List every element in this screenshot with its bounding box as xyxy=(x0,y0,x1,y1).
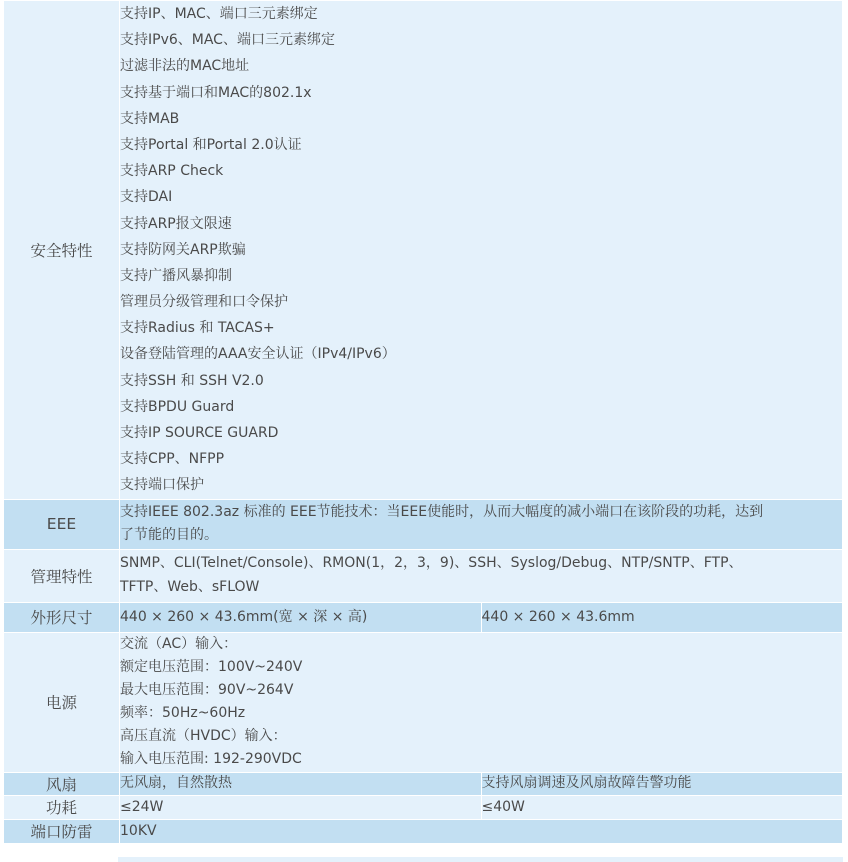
security-item: 支持防网关ARP欺骗 xyxy=(120,241,246,258)
power-line-3: 最大电压范围：90V~264V xyxy=(120,682,294,699)
eee-value xyxy=(120,499,843,549)
security-item: 支持端口保护 xyxy=(120,477,204,494)
consumption-value-a: ≤24W xyxy=(120,795,482,819)
power-value xyxy=(120,632,843,772)
security-item: 支持SSH 和 SSH V2.0 xyxy=(120,372,264,389)
row-management xyxy=(4,549,843,602)
row-label-surge: 端口防雷 xyxy=(4,819,120,843)
row-label-security: 安全特性 xyxy=(4,1,120,500)
eee-line-2: 了节能的目的。 xyxy=(120,527,218,544)
security-item: 支持ARP Check xyxy=(120,163,224,180)
row-consumption xyxy=(4,795,843,819)
power-line-6: 输入电压范围: 192-290VDC xyxy=(120,750,302,767)
security-list xyxy=(120,1,843,500)
row-dimensions xyxy=(4,602,843,632)
security-item: 支持IPv6、MAC、端口三元素绑定 xyxy=(120,32,335,49)
fan-value-a: 无风扇，自然散热 xyxy=(120,772,482,795)
row-fan xyxy=(4,772,843,795)
security-item: 支持IP SOURCE GUARD xyxy=(120,425,279,441)
security-item: 支持Radius 和 TACAS+ xyxy=(120,320,275,337)
power-line-1: 交流（AC）输入： xyxy=(120,636,238,653)
row-eee xyxy=(4,499,843,549)
row-label-power: 电源 xyxy=(4,632,120,772)
security-item: 设备登陆管理的AAA安全认证（IPv4/IPv6） xyxy=(120,346,396,363)
power-line-2: 额定电压范围：100V~240V xyxy=(120,659,303,676)
dimensions-value-a: 440 × 260 × 43.6mm(宽 × 深 × 高) xyxy=(120,602,482,632)
surge-value: 10KV xyxy=(120,819,843,843)
row-label-eee: EEE xyxy=(4,499,120,549)
security-item: 支持ARP报文限速 xyxy=(120,215,232,232)
management-line-2: TFTP、Web、sFLOW xyxy=(120,578,260,595)
security-item: 支持BPDU Guard xyxy=(120,398,235,415)
fan-value-b: 支持风扇调速及风扇故障告警功能 xyxy=(481,772,843,795)
security-item: 支持Portal 和Portal 2.0认证 xyxy=(120,136,302,153)
management-value xyxy=(120,549,843,602)
row-power xyxy=(4,632,843,772)
row-label-fan: 风扇 xyxy=(4,772,120,795)
power-line-4: 频率：50Hz~60Hz xyxy=(120,705,246,722)
row-label-dimensions: 外形尺寸 xyxy=(4,602,120,632)
security-item: 支持DAI xyxy=(120,189,173,206)
security-item: 支持CPP、NFPP xyxy=(120,451,225,468)
next-row-strip xyxy=(118,857,843,862)
security-item: 管理员分级管理和口令保护 xyxy=(120,294,288,311)
power-line-5: 高压直流（HVDC）输入： xyxy=(120,727,287,744)
security-item: 支持MAB xyxy=(120,110,180,127)
consumption-value-b: ≤40W xyxy=(481,795,843,819)
dimensions-value-b: 440 × 260 × 43.6mm xyxy=(481,602,843,632)
security-item: 支持IP、MAC、端口三元素绑定 xyxy=(120,6,318,22)
row-label-management: 管理特性 xyxy=(4,549,120,602)
row-security xyxy=(4,1,843,500)
security-item: 支持广播风暴抑制 xyxy=(120,267,232,284)
security-item: 过滤非法的MAC地址 xyxy=(120,58,250,75)
eee-line-1: 支持IEEE 802.3az 标准的 EEE节能技术：当EEE使能时，从而大幅度的减小端口在该阶段的功耗，达到 xyxy=(120,503,764,520)
security-item: 支持基于端口和MAC的802.1x xyxy=(120,84,312,101)
row-label-consumption: 功耗 xyxy=(4,795,120,819)
spec-table xyxy=(3,0,843,844)
row-surge xyxy=(4,819,843,843)
management-line-1: SNMP、CLI(Telnet/Console)、RMON(1，2，3，9)、SSH、Syslog/Debug、NTP/SNTP、FTP、 xyxy=(120,555,743,572)
